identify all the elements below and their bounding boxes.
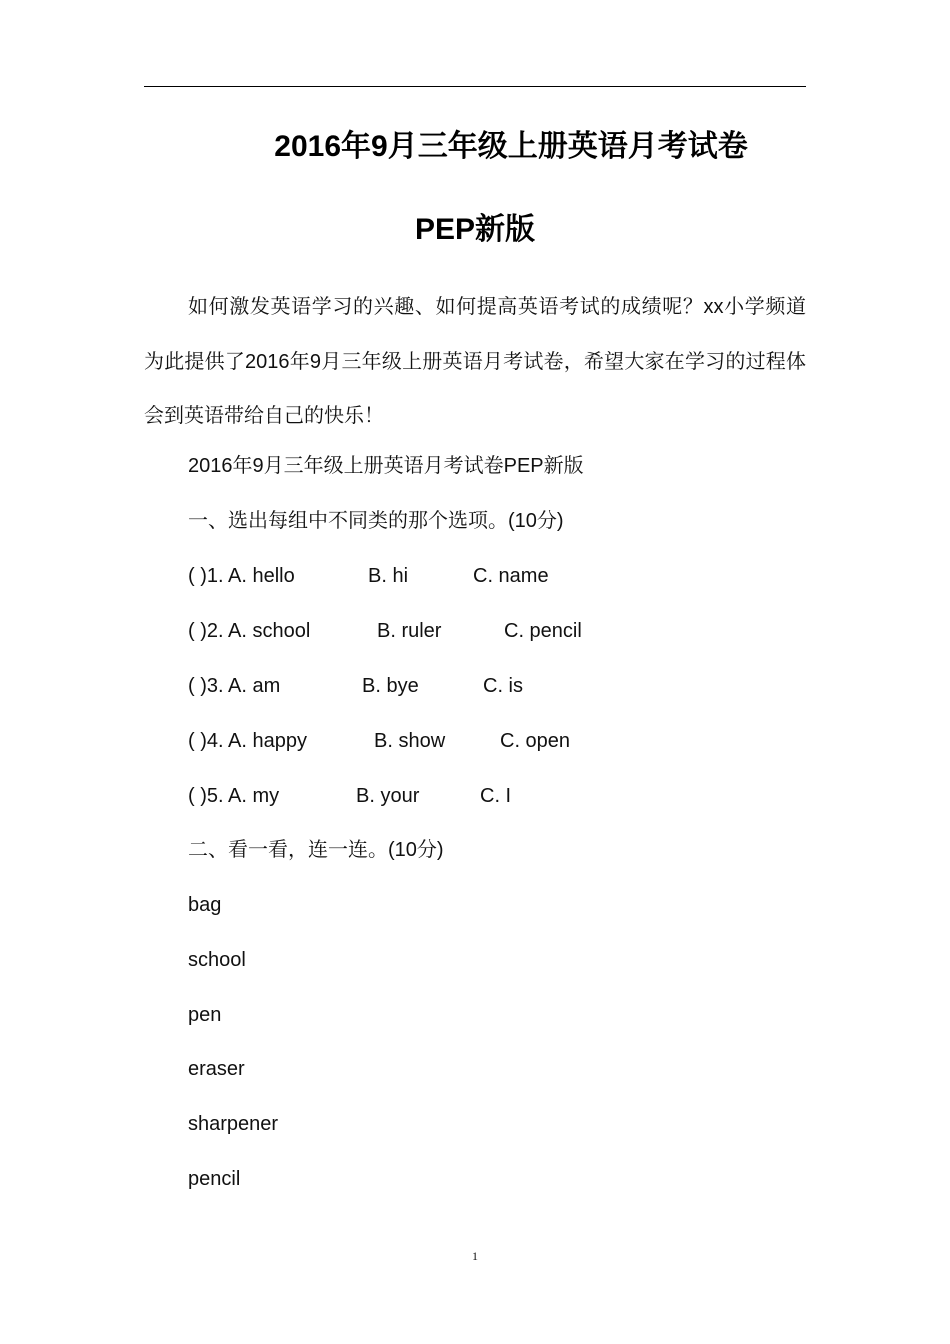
question-option-a: ( )1. A. hello xyxy=(188,565,295,587)
question-option-a: ( )3. A. am xyxy=(188,675,281,697)
question-row xyxy=(188,672,688,700)
intro-paragraph: 如何激发英语学习的兴趣、如何提高英语考试的成绩呢？xx小学频道为此提供了2016年9月三年级上册英语月考试卷，希望大家在学习的过程体会到英语带给自己的快乐！ xyxy=(144,296,806,427)
section-2-heading: 二、看一看，连一连。(10分) xyxy=(188,839,444,861)
question-row xyxy=(188,562,688,590)
question-row xyxy=(188,782,688,810)
question-option-b: B. ruler xyxy=(377,620,442,642)
word-item: school xyxy=(188,949,246,971)
word-item: sharpener xyxy=(188,1113,279,1135)
question-option-c: C. name xyxy=(473,565,549,587)
document-title-continued: PEP新版 xyxy=(414,213,536,246)
page-number: 1 xyxy=(472,1249,478,1263)
word-item: pen xyxy=(188,1004,222,1026)
question-option-a: ( )4. A. happy xyxy=(188,730,307,752)
question-option-c: C. open xyxy=(500,730,571,752)
section-1-heading: 一、选出每组中不同类的那个选项。(10分) xyxy=(188,510,564,532)
question-option-b: B. your xyxy=(356,785,420,807)
word-item: bag xyxy=(188,894,222,916)
question-row xyxy=(188,617,688,645)
word-item: eraser xyxy=(188,1058,245,1080)
subtitle: 2016年9月三年级上册英语月考试卷PEP新版 xyxy=(188,455,584,477)
question-option-a: ( )2. A. school xyxy=(188,620,311,642)
question-option-c: C. is xyxy=(483,675,523,697)
question-option-b: B. hi xyxy=(368,565,409,587)
question-option-c: C. pencil xyxy=(504,620,582,642)
word-item: pencil xyxy=(188,1168,241,1190)
question-option-a: ( )5. A. my xyxy=(188,785,280,807)
question-row xyxy=(188,727,688,755)
header-rule xyxy=(144,86,806,87)
question-option-b: B. show xyxy=(374,730,446,752)
question-option-c: C. I xyxy=(480,785,512,807)
question-option-b: B. bye xyxy=(362,675,419,697)
document-title: 2016年9月三年级上册英语月考试卷 xyxy=(274,130,748,163)
